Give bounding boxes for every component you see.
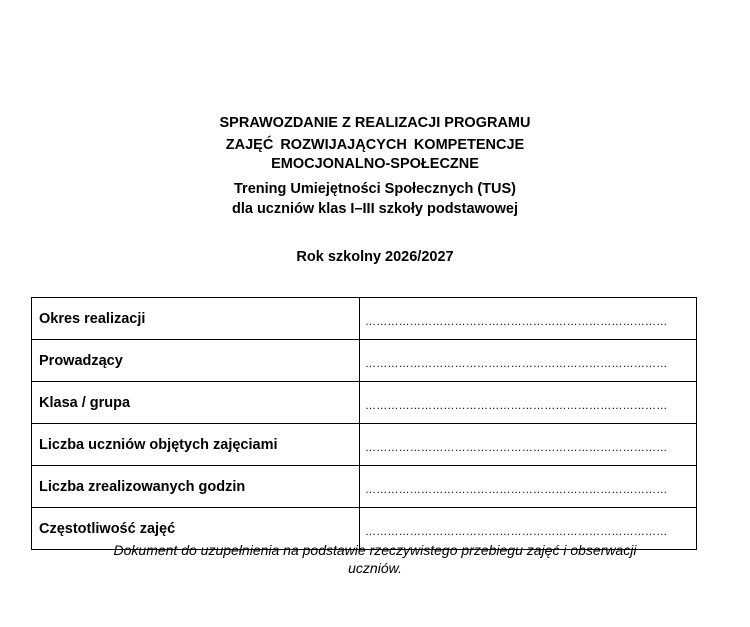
program-title: ZAJĘĆ ROZWIJAJĄCYCH KOMPETENCJE — [225, 137, 525, 153]
row-label-frequency: Częstotliwość zajęć — [32, 508, 360, 550]
row-label-student-count: Liczba uczniów objętych zajęciami — [32, 424, 360, 466]
fill-in-field-class[interactable]: ……………………………………………………………………… — [360, 382, 697, 424]
program-name: Trening Umiejętności Społecznych (TUS) — [234, 181, 516, 197]
row-label-hours: Liczba zrealizowanych godzin — [32, 466, 360, 508]
table-row-student-count — [32, 424, 697, 466]
table-row-period — [32, 298, 697, 340]
fill-in-field-instructor[interactable]: ……………………………………………………………………… — [360, 340, 697, 382]
report-title: SPRAWOZDANIE Z REALIZACJI PROGRAMU — [219, 115, 531, 131]
row-label-instructor: Prowadzący — [32, 340, 360, 382]
target-group: dla uczniów klas I–III szkoły podstawowej — [231, 201, 519, 217]
table-row-hours — [32, 466, 697, 508]
fill-in-field-hours[interactable]: ……………………………………………………………………… — [360, 466, 697, 508]
program-subtitle: EMOCJONALNO-SPOŁECZNE — [271, 156, 479, 172]
footer-note-line2: uczniów. — [348, 560, 402, 576]
row-label-class: Klasa / grupa — [32, 382, 360, 424]
school-year: Rok szkolny 2026/2027 — [296, 249, 454, 265]
row-label-period: Okres realizacji — [32, 298, 360, 340]
footer-note — [40, 541, 710, 577]
fill-in-field-student-count[interactable]: ……………………………………………………………………… — [360, 424, 697, 466]
fill-in-field-frequency[interactable]: ……………………………………………………………………… — [360, 508, 697, 550]
table-row-class — [32, 382, 697, 424]
fill-in-field-period[interactable]: ……………………………………………………………………… — [360, 298, 697, 340]
footer-note-line1: Dokument do uzupełnienia na podstawie rzeczywistego przebiegu zajęć i obserwacji — [113, 542, 637, 558]
table-row-instructor — [32, 340, 697, 382]
report-details-table — [31, 297, 697, 550]
